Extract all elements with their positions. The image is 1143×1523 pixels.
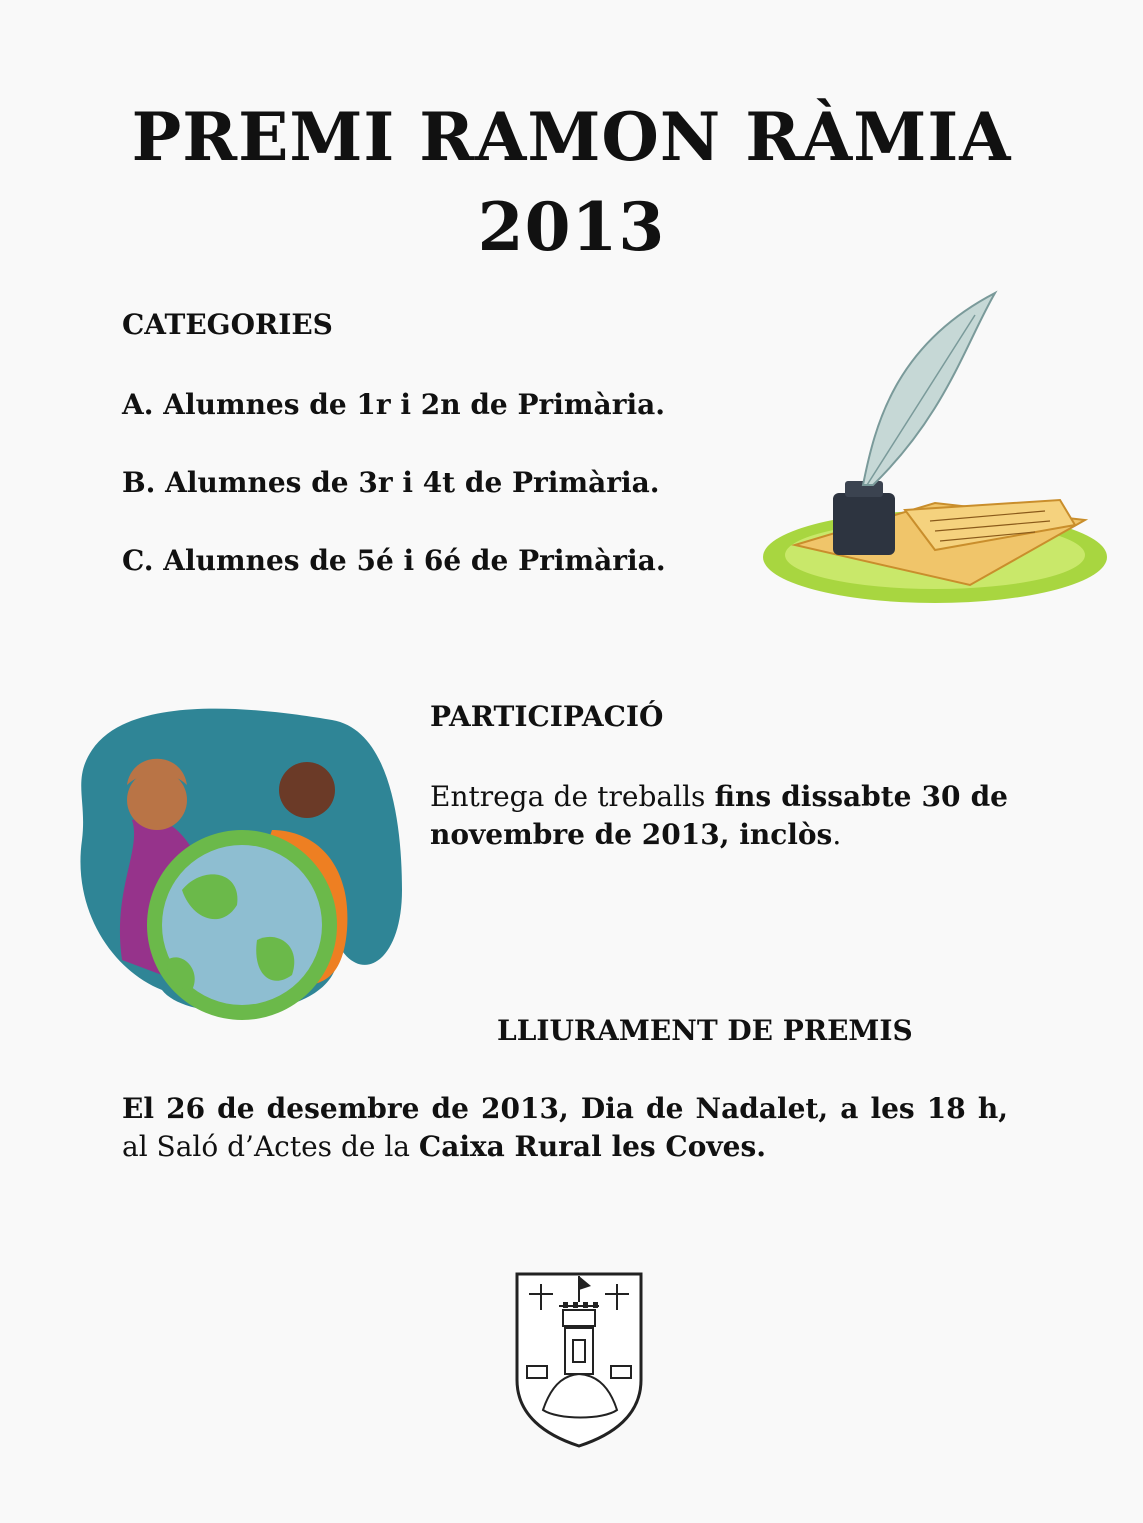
category-a: A. Alumnes de 1r i 2n de Primària. — [122, 388, 665, 421]
category-c: C. Alumnes de 5é i 6é de Primària. — [122, 544, 666, 577]
categories-heading: CATEGORIES — [122, 308, 333, 341]
category-b: B. Alumnes de 3r i 4t de Primària. — [122, 466, 660, 499]
poster-year: 2013 — [477, 188, 666, 266]
poster-title: PREMI RAMON RÀMIA — [131, 98, 1012, 176]
awards-heading: LLIURAMENT DE PREMIS — [497, 1014, 913, 1047]
coat-of-arms-icon — [513, 1270, 645, 1450]
participation-text: Entrega de treballs fins dissabte 30 de novembre de 2013, inclòs. — [430, 780, 1008, 851]
people-globe-icon — [72, 690, 412, 1040]
quill-inkwell-icon — [755, 285, 1110, 610]
participation-heading: PARTICIPACIÓ — [430, 700, 664, 733]
awards-text: El 26 de desembre de 2013, Dia de Nadalet, a les 18 h, al Saló d’Actes de la Caixa Rural les Coves. — [122, 1092, 1008, 1163]
